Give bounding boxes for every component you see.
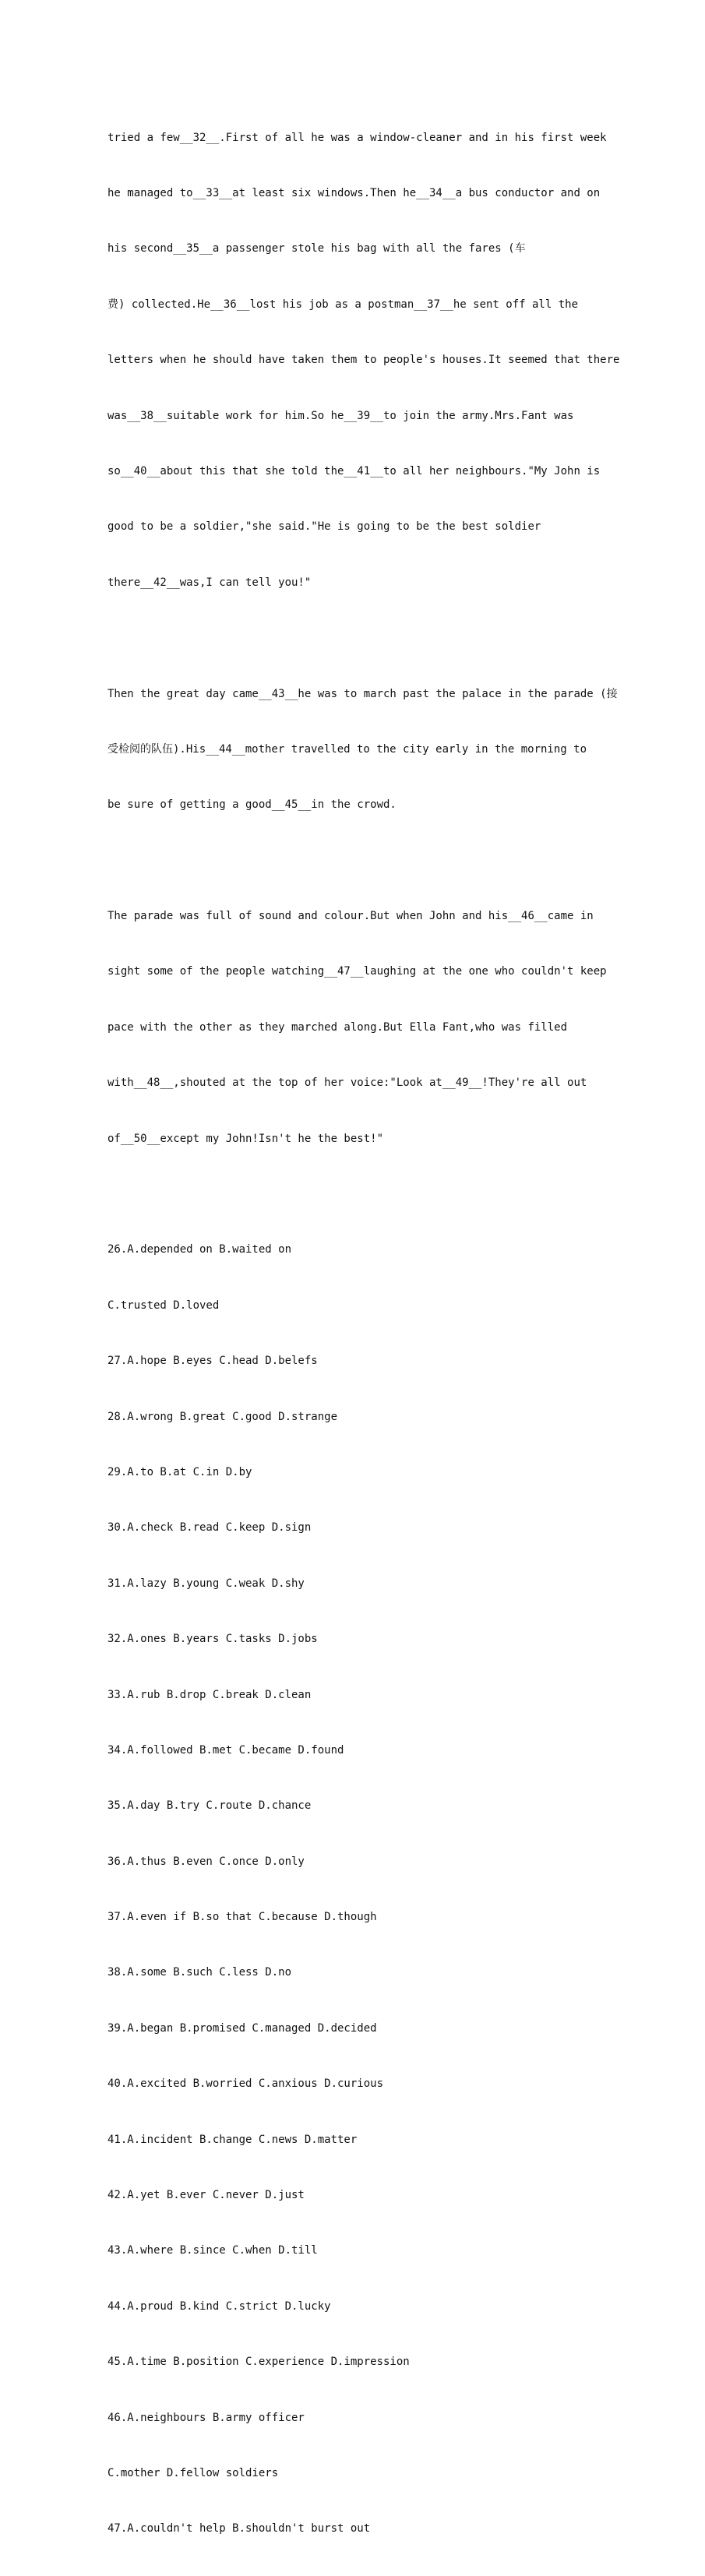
- text-line: 费) collected.He__36__lost his job as a postman__37__he sent off all the: [108, 298, 579, 311]
- passage-paragraph-2: [108, 648, 618, 852]
- text-line: tried a few__32__.First of all he was a window-cleaner and in his first week: [108, 131, 607, 144]
- question-line: 47.A.couldn't help B.shouldn't burst out: [108, 2522, 371, 2535]
- text-line: his second__35__a passenger stole his bag with all the fares (车: [108, 242, 526, 255]
- text-line: so__40__about this that she told the__41__to all her neighbours."My John is: [108, 464, 601, 477]
- question-line: 27.A.hope B.eyes C.head D.belefs: [108, 1355, 318, 1368]
- text-line: Then the great day came__43__he was to march past the palace in the parade (接: [108, 687, 618, 700]
- text-line: pace with the other as they marched along.But Ella Fant,who was filled: [108, 1020, 568, 1034]
- text-line: with__48__,shouted at the top of her voice:"Look at__49__!They're all out: [108, 1077, 587, 1090]
- question-line: 28.A.wrong B.great C.good D.strange: [108, 1410, 338, 1423]
- question-line: 35.A.day B.try C.route D.chance: [108, 1799, 312, 1813]
- text-line: The parade was full of sound and colour.But when John and his__46__came in: [108, 910, 594, 923]
- question-line: 26.A.depended on B.waited on: [108, 1243, 292, 1256]
- question-line: 39.A.began B.promised C.managed D.decided: [108, 2021, 377, 2035]
- text-line: good to be a soldier,"she said."He is going to be the best soldier: [108, 520, 541, 534]
- question-line: 37.A.even if B.so that C.because D.though: [108, 1911, 377, 1924]
- question-line: 40.A.excited B.worried C.anxious D.curious: [108, 2077, 384, 2091]
- text-line: he managed to__33__at least six windows.Then he__34__a bus conductor and on: [108, 186, 601, 199]
- text-line: there__42__was,I can tell you!": [108, 576, 312, 589]
- question-line: 33.A.rub B.drop C.break D.clean: [108, 1688, 312, 1701]
- paragraph-gap: [108, 1186, 606, 1204]
- question-line: 34.A.followed B.met C.became D.found: [108, 1743, 344, 1757]
- passage-paragraph-3: [108, 870, 606, 1186]
- question-line: 31.A.lazy B.young C.weak D.shy: [108, 1577, 305, 1590]
- text-line: letters when he should have taken them to people's houses.It seemed that there: [108, 354, 620, 367]
- question-line: 45.A.time B.position C.experience D.impression: [108, 2356, 410, 2369]
- document-page: [108, 92, 620, 2576]
- question-line: 36.A.thus B.even C.once D.only: [108, 1855, 305, 1868]
- question-line: 32.A.ones B.years C.tasks D.jobs: [108, 1633, 318, 1646]
- passage-paragraph-1: [108, 92, 620, 629]
- question-line: 38.A.some B.such C.less D.no: [108, 1966, 292, 1979]
- question-list: [108, 1204, 606, 2576]
- paragraph-gap: [108, 629, 606, 648]
- text-line: 受检阅的队伍).His__44__mother travelled to the city early in the morning to: [108, 742, 587, 756]
- question-line: C.trusted D.loved: [108, 1299, 220, 1312]
- question-line: 43.A.where B.since C.when D.till: [108, 2244, 318, 2257]
- question-line: 41.A.incident B.change C.news D.matter: [108, 2133, 358, 2146]
- question-line: 42.A.yet B.ever C.never D.just: [108, 2189, 305, 2202]
- question-line: 44.A.proud B.kind C.strict D.lucky: [108, 2299, 331, 2313]
- text-line: sight some of the people watching__47__laughing at the one who couldn't keep: [108, 965, 607, 978]
- question-line: 46.A.neighbours B.army officer: [108, 2411, 305, 2424]
- text-line: be sure of getting a good__45__in the crowd.: [108, 798, 397, 812]
- paragraph-gap: [108, 852, 606, 871]
- question-line: 30.A.check B.read C.keep D.sign: [108, 1521, 312, 1535]
- text-line: of__50__except my John!Isn't he the best!": [108, 1132, 384, 1145]
- question-line: 29.A.to B.at C.in D.by: [108, 1465, 252, 1478]
- text-line: was__38__suitable work for him.So he__39__to join the army.Mrs.Fant was: [108, 409, 574, 422]
- question-line: C.mother D.fellow soldiers: [108, 2467, 279, 2479]
